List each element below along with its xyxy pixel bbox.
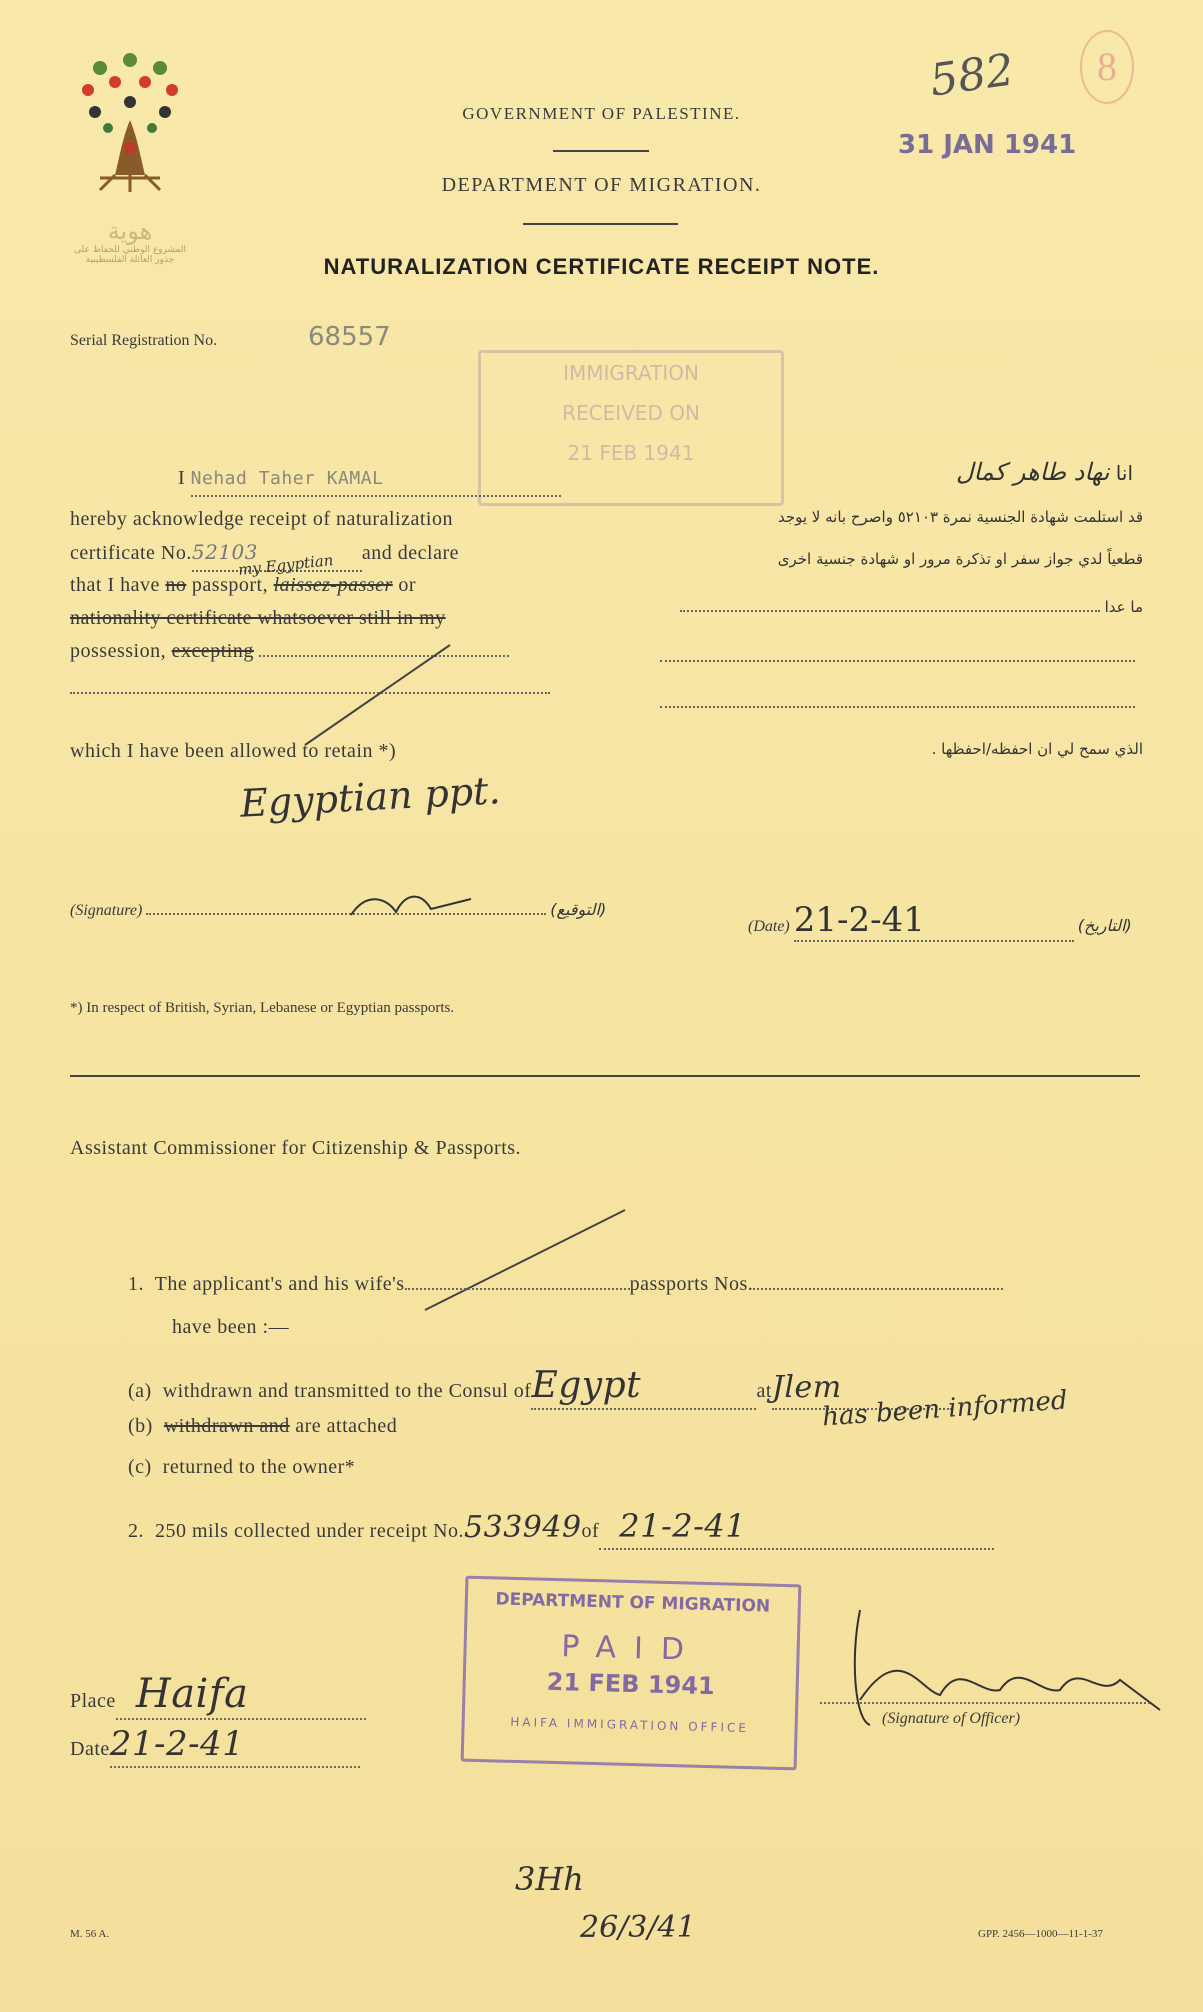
arabic-applicant-name: نهاد طاهر كمال (956, 458, 1110, 486)
pen-slash (300, 640, 460, 750)
declaration-line7: which I have been allowed to retain *) (70, 740, 397, 762)
consul-location: Jlem (771, 1370, 842, 1405)
stamp-paid: PAID (560, 1629, 703, 1668)
stamp-line: DEPARTMENT OF MIGRATION (495, 1589, 771, 1617)
received-date-stamp: 31 JAN 1941 (898, 130, 1077, 160)
initials-date: 26/3/41 (580, 1910, 696, 1945)
arabic-line3: قطعياً لدي جواز سفر او تذكرة مرور او شهادة جنسية اخرى (777, 550, 1143, 568)
date-label-ar: (التاريخ) (1077, 916, 1132, 935)
text: or (398, 574, 416, 596)
text: انا (1115, 461, 1133, 485)
logo-caption-line2: جذور العائلة الفلسطينية (85, 255, 175, 265)
divider (523, 223, 678, 225)
item-label: (c) (128, 1456, 152, 1478)
no-word: no (165, 574, 187, 596)
place-value: Haifa (135, 1671, 249, 1717)
handwritten-retained: Egyptian ppt. (239, 768, 502, 826)
date-label: (Date) (748, 918, 790, 935)
arabic-line7: الذي سمح لي ان احفظه/احفظها . (931, 740, 1143, 758)
item-c (128, 1451, 355, 1484)
stamp-line: IMMIGRATION (563, 361, 699, 385)
printer-code: GPP. 2456—1000—11-1-37 (978, 1928, 1103, 1940)
signature-label-ar: (التوقيع) (550, 900, 607, 919)
place-label: Place (70, 1690, 116, 1712)
footnote: *) In respect of British, Syrian, Lebanese or Egyptian passports. (70, 1000, 455, 1016)
signature-row (70, 900, 606, 920)
stamp-date: 21 FEB 1941 (546, 1667, 716, 1701)
place-row (70, 1671, 366, 1720)
excepting-struck: excepting (171, 640, 254, 662)
item-label: (b) (128, 1415, 153, 1437)
file-number: 582 (926, 44, 1018, 107)
text: of (581, 1520, 600, 1542)
stamp-line: HAIFA IMMIGRATION OFFICE (510, 1714, 750, 1736)
receipt-number: 533949 (464, 1510, 582, 1545)
signature-label: (Signature) (70, 902, 143, 919)
text: possession, (70, 640, 167, 662)
blank-line (660, 660, 1135, 662)
date-label: Date (70, 1738, 110, 1760)
divider (553, 150, 649, 152)
arabic-line1 (633, 458, 1133, 486)
declaration-line1: hereby acknowledge receipt of naturalization (70, 508, 453, 530)
handwritten-inline: my Egyptian (237, 551, 335, 579)
applicant-name: Nehad Taher KAMAL (190, 468, 384, 489)
handwritten-note: has been informed (821, 1385, 1069, 1433)
commissioner-heading: Assistant Commissioner for Citizenship & Passports. (70, 1137, 522, 1159)
text: that I have (70, 574, 160, 596)
officer-label: (Signature of Officer) (882, 1710, 1021, 1727)
item-label: (a) (128, 1380, 152, 1402)
logo-caption-line1: المشروع الوطني للحفاظ على (73, 245, 186, 255)
circled-number: 8 (1080, 30, 1134, 104)
item-b (128, 1410, 397, 1443)
blank-field (405, 1288, 630, 1290)
text: withdrawn and transmitted to the Consul of (162, 1380, 532, 1402)
serial-number: 68557 (308, 322, 391, 352)
date-row (748, 900, 1132, 942)
receipt-date: 21-2-41 (619, 1507, 747, 1545)
department-heading: DEPARTMENT OF MIGRATION. (441, 174, 762, 196)
stamp-line: 21 FEB 1941 (567, 441, 695, 465)
item-number: 1. (128, 1273, 144, 1295)
text: passport, (191, 574, 269, 596)
blank-line (660, 706, 1135, 708)
laissez-passer-struck: laissez-passer (273, 574, 393, 596)
name-field (191, 462, 561, 497)
item-1-line2: have been :— (172, 1316, 290, 1338)
i-label: I (178, 467, 186, 489)
text: are attached (295, 1415, 398, 1437)
text: 250 mils collected under receipt No. (155, 1520, 465, 1542)
arabic-line2: قد استلمت شهادة الجنسية نمرة ٥٢١٠٣ واصرح بانه لا يوجد (777, 508, 1143, 526)
declaration-line4: nationality certificate whatsoever still in my (70, 607, 446, 629)
text: returned to the owner* (162, 1456, 356, 1478)
text: The applicant's and his wife's (154, 1273, 405, 1295)
date-value: 21-2-41 (793, 900, 925, 940)
heritage-logo (70, 50, 190, 280)
document-title: NATURALIZATION CERTIFICATE RECEIPT NOTE. (323, 254, 880, 279)
item-2 (128, 1507, 994, 1550)
cert-suffix: and declare (361, 542, 459, 564)
certificate-number: 52103 (191, 540, 258, 564)
paid-stamp (461, 1576, 802, 1771)
text: at (756, 1380, 772, 1402)
applicant-signature (346, 887, 476, 921)
bottom-date-row (70, 1724, 360, 1768)
form-number: M. 56 A. (70, 1928, 110, 1940)
cert-label: certificate No. (70, 542, 192, 564)
item-1 (128, 1268, 1003, 1301)
arabic-line4 (623, 598, 1143, 616)
initials: 3Hh (515, 1860, 584, 1898)
item-number: 2. (128, 1520, 144, 1542)
signature-field (146, 913, 546, 915)
stamp-line: RECEIVED ON (562, 401, 700, 425)
blank-field (753, 1288, 1003, 1290)
consul-country: Egypt (531, 1365, 642, 1406)
declaration-i (178, 462, 561, 497)
date-value: 21-2-41 (109, 1724, 245, 1764)
serial-label: Serial Registration No. (70, 332, 218, 349)
section-divider (70, 1075, 1140, 1077)
struck-text: withdrawn and (163, 1415, 290, 1437)
text: passports Nos. (629, 1273, 754, 1295)
government-heading: GOVERNMENT OF PALESTINE. (462, 104, 741, 123)
logo-wordmark: هوية (107, 217, 153, 245)
signature-line (820, 1702, 1150, 1704)
text: ما عدا (1104, 598, 1143, 616)
